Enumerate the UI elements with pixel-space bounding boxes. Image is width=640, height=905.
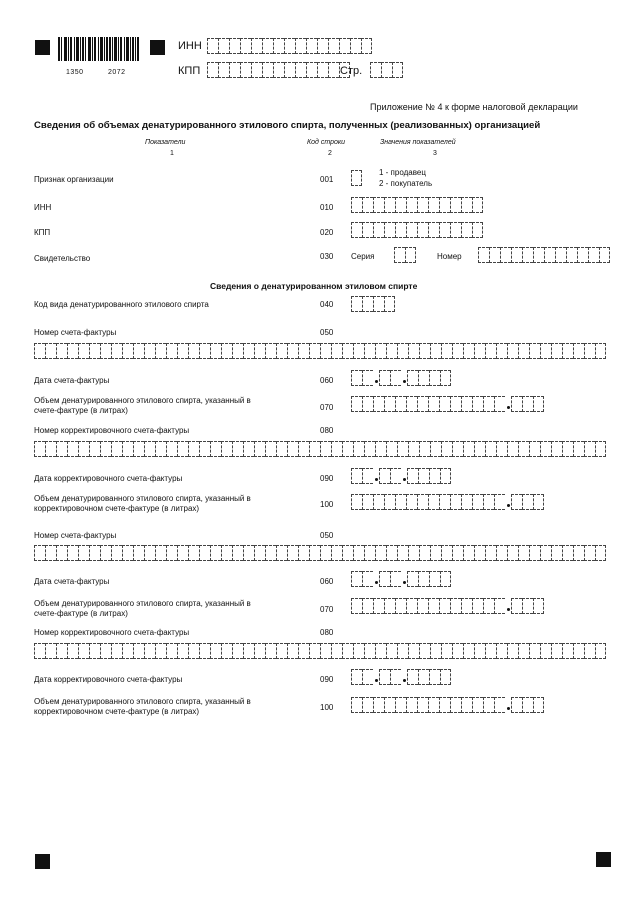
- invoice-volume-code-2: 070: [320, 605, 334, 614]
- correction-number-code-2: 080: [320, 628, 334, 637]
- col1-header: Показатели: [145, 139, 186, 146]
- correction-date-label-2: Дата корректировочного счета-фактуры: [34, 675, 183, 684]
- org-kpp-code: 020: [320, 228, 334, 237]
- org-sign-option-buyer: 2 - покупатель: [379, 179, 433, 188]
- col1-number: 1: [170, 150, 174, 157]
- invoice-date-field-2[interactable]: [351, 571, 451, 587]
- form-title: Сведения об объемах денатурированного этилового спирта, полученных (реализованных) организацией: [34, 120, 541, 131]
- certificate-label: Свидетельство: [34, 254, 91, 263]
- org-sign-code: 001: [320, 175, 334, 184]
- invoice-date-field[interactable]: [351, 370, 451, 386]
- corner-marker-top-right: [150, 40, 165, 55]
- invoice-volume-field-2[interactable]: [351, 598, 544, 614]
- barcode-number-right: 2072: [108, 69, 126, 76]
- correction-date-code-2: 090: [320, 675, 334, 684]
- correction-number-code: 080: [320, 426, 334, 435]
- invoice-number-label-2: Номер счета-фактуры: [34, 531, 117, 540]
- correction-volume-field-2[interactable]: [351, 697, 544, 713]
- header-kpp-field[interactable]: [207, 62, 350, 78]
- header-inn-field[interactable]: [207, 38, 372, 54]
- header-inn-label: ИНН: [178, 40, 202, 52]
- header-kpp-label: КПП: [178, 65, 201, 77]
- correction-number-label-2: Номер корректировочного счета-фактуры: [34, 628, 190, 637]
- spirit-kind-label: Код вида денатурированного этилового спирта: [34, 300, 209, 309]
- invoice-date-code: 060: [320, 376, 334, 385]
- correction-date-field[interactable]: [351, 468, 451, 484]
- barcode-number-left: 1350: [66, 69, 84, 76]
- correction-volume-label-2: Объем денатурированного этилового спирта, указанный в корректировочном счете-фактуре (в литрах): [34, 697, 251, 716]
- org-inn-label: ИНН: [34, 203, 52, 212]
- barcode: [58, 37, 140, 67]
- spirit-kind-code: 040: [320, 300, 334, 309]
- certificate-series-field[interactable]: [394, 247, 416, 263]
- org-sign-field[interactable]: [351, 170, 362, 186]
- invoice-number-label: Номер счета-фактуры: [34, 328, 117, 337]
- corner-marker-top-left: [35, 40, 50, 55]
- org-inn-field[interactable]: [351, 197, 483, 213]
- certificate-number-field[interactable]: [478, 247, 610, 263]
- col2-number: 2: [328, 150, 332, 157]
- invoice-date-label: Дата счета-фактуры: [34, 376, 110, 385]
- corner-marker-bottom-right: [596, 852, 611, 867]
- col2-header: Код строки: [307, 139, 346, 146]
- col3-header: Значения показателей: [380, 139, 456, 146]
- col3-number: 3: [433, 150, 437, 157]
- certificate-code: 030: [320, 252, 334, 261]
- invoice-volume-field[interactable]: [351, 396, 544, 412]
- invoice-number-field-2[interactable]: [34, 545, 606, 561]
- invoice-date-code-2: 060: [320, 577, 334, 586]
- invoice-date-label-2: Дата счета-фактуры: [34, 577, 110, 586]
- correction-date-code: 090: [320, 474, 334, 483]
- correction-number-field-2[interactable]: [34, 643, 606, 659]
- correction-volume-label: Объем денатурированного этилового спирта, указанный в корректировочном счете-фактуре (в литрах): [34, 494, 251, 513]
- correction-volume-code-2: 100: [320, 703, 334, 712]
- org-inn-code: 010: [320, 203, 334, 212]
- appendix-note: Приложение № 4 к форме налоговой декларации: [370, 102, 578, 112]
- spirit-kind-field[interactable]: [351, 296, 395, 312]
- invoice-number-code-2: 050: [320, 531, 334, 540]
- org-kpp-label: КПП: [34, 228, 51, 237]
- certificate-number-label: Номер: [437, 252, 462, 261]
- correction-number-field[interactable]: [34, 441, 606, 457]
- page-number-label: Стр.: [340, 65, 363, 77]
- correction-volume-code: 100: [320, 500, 334, 509]
- org-sign-label: Признак организации: [34, 175, 114, 184]
- correction-date-label: Дата корректировочного счета-фактуры: [34, 474, 183, 483]
- certificate-series-label: Серия: [351, 252, 375, 261]
- invoice-volume-code: 070: [320, 403, 334, 412]
- org-kpp-field[interactable]: [351, 222, 483, 238]
- correction-date-field-2[interactable]: [351, 669, 451, 685]
- invoice-volume-label-2: Объем денатурированного этилового спирта, указанный в счете-фактуре (в литрах): [34, 599, 251, 618]
- section-title: Сведения о денатурированном этиловом спирте: [210, 281, 418, 291]
- correction-number-label: Номер корректировочного счета-фактуры: [34, 426, 190, 435]
- invoice-number-code: 050: [320, 328, 334, 337]
- page-number-field[interactable]: [370, 62, 403, 78]
- correction-volume-field[interactable]: [351, 494, 544, 510]
- corner-marker-bottom-left: [35, 854, 50, 869]
- invoice-number-field[interactable]: [34, 343, 606, 359]
- org-sign-option-seller: 1 - продавец: [379, 168, 426, 177]
- invoice-volume-label: Объем денатурированного этилового спирта, указанный в счете-фактуре (в литрах): [34, 396, 251, 415]
